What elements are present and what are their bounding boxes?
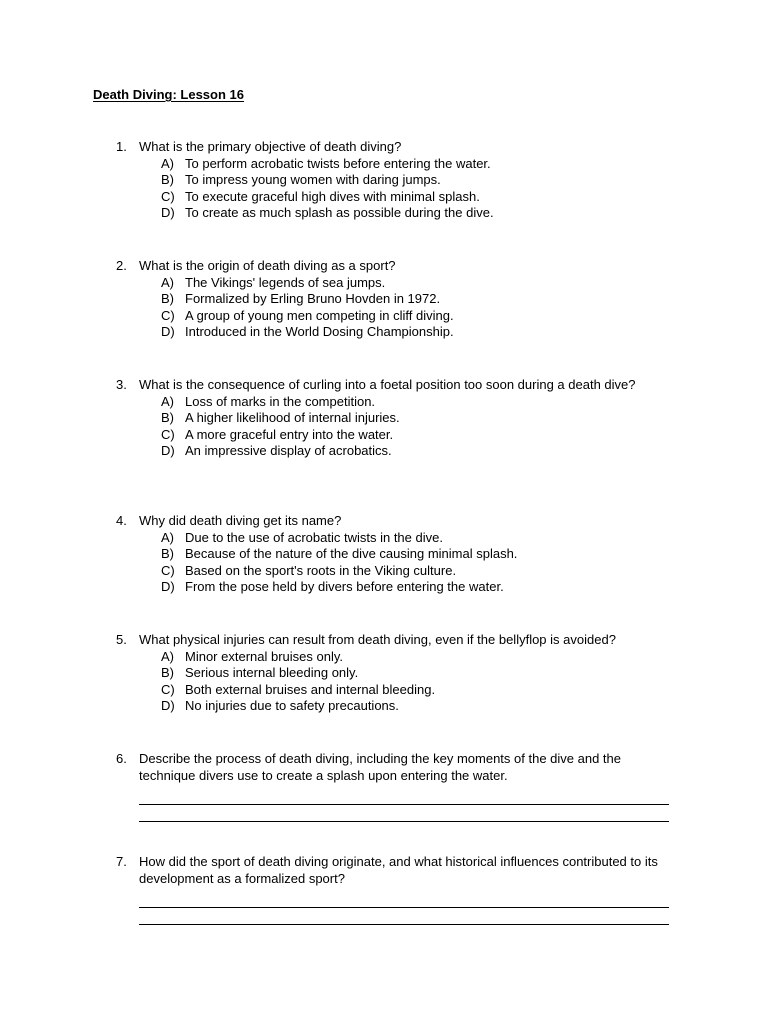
question-text: Why did death diving get its name? [139, 513, 342, 528]
option-letter: A) [161, 393, 174, 409]
question-1 [116, 139, 676, 222]
option-text: Based on the sport's roots in the Viking culture. [185, 562, 457, 578]
option-text: No injuries due to safety precautions. [185, 698, 399, 714]
options-list [116, 649, 676, 715]
option-b [161, 665, 676, 682]
option-a [161, 156, 676, 173]
option-letter: B) [161, 410, 174, 426]
option-b [161, 546, 676, 563]
option-letter: D) [161, 443, 175, 459]
question-number: 3. [116, 377, 127, 392]
question-number: 5. [116, 632, 127, 647]
question-text: What is the origin of death diving as a sport? [139, 258, 396, 273]
option-text: A more graceful entry into the water. [185, 426, 394, 442]
option-text: A higher likelihood of internal injuries. [185, 410, 400, 426]
option-letter: C) [161, 188, 175, 204]
option-letter: C) [161, 307, 175, 323]
option-b [161, 291, 676, 308]
option-text: To create as much splash as possible during the dive. [185, 205, 494, 221]
option-c [161, 189, 676, 206]
option-letter: C) [161, 681, 175, 697]
option-d [161, 698, 676, 715]
question-5 [116, 632, 676, 715]
option-text: Loss of marks in the competition. [185, 393, 376, 409]
option-letter: C) [161, 426, 175, 442]
question-2 [116, 258, 676, 341]
option-c [161, 308, 676, 325]
question-row [116, 258, 676, 275]
answer-line[interactable] [139, 789, 669, 805]
option-text: To perform acrobatic twists before entering the water. [185, 155, 491, 171]
option-letter: A) [161, 274, 174, 290]
option-c [161, 682, 676, 699]
option-a [161, 649, 676, 666]
option-b [161, 172, 676, 189]
question-number: 1. [116, 139, 127, 154]
question-6 [116, 751, 676, 823]
option-a [161, 275, 676, 292]
question-number: 7. [116, 854, 127, 869]
option-letter: A) [161, 529, 174, 545]
option-d [161, 443, 676, 460]
option-letter: B) [161, 665, 174, 681]
question-text: What is the consequence of curling into a foetal position too soon during a death dive? [139, 377, 636, 392]
option-text: Formalized by Erling Bruno Hovden in 1972. [185, 291, 441, 307]
option-c [161, 563, 676, 580]
question-row [116, 751, 676, 784]
option-text: Due to the use of acrobatic twists in the dive. [185, 529, 443, 545]
question-row [116, 854, 676, 887]
option-letter: D) [161, 579, 175, 595]
option-d [161, 324, 676, 341]
question-number: 6. [116, 751, 127, 766]
option-letter: A) [161, 648, 174, 664]
question-row [116, 377, 676, 394]
answer-line[interactable] [139, 892, 669, 908]
option-letter: D) [161, 205, 175, 221]
question-row [116, 139, 676, 156]
option-text: A group of young men competing in cliff diving. [185, 307, 454, 323]
option-letter: B) [161, 172, 174, 188]
question-text: What is the primary objective of death diving? [139, 139, 402, 154]
page-title: Death Diving: Lesson 16 [93, 87, 244, 102]
question-text: Describe the process of death diving, including the key moments of the dive and the technique divers use to create a splash upon entering the water. [139, 751, 622, 783]
options-list [116, 156, 676, 222]
option-letter: D) [161, 324, 175, 340]
question-number: 4. [116, 513, 127, 528]
option-text: Serious internal bleeding only. [185, 665, 359, 681]
option-text: An impressive display of acrobatics. [185, 443, 392, 459]
question-number: 2. [116, 258, 127, 273]
option-a [161, 394, 676, 411]
option-letter: D) [161, 698, 175, 714]
question-3 [116, 377, 676, 460]
options-list [116, 530, 676, 596]
option-d [161, 579, 676, 596]
option-letter: C) [161, 562, 175, 578]
question-text: How did the sport of death diving originate, and what historical influences contributed to its development as a formalized sport? [139, 854, 658, 886]
option-text: To execute graceful high dives with minimal splash. [185, 188, 480, 204]
option-text: Both external bruises and internal bleeding. [185, 681, 436, 697]
answer-area[interactable] [139, 789, 669, 822]
option-d [161, 205, 676, 222]
option-letter: B) [161, 291, 174, 307]
option-text: The Vikings' legends of sea jumps. [185, 274, 386, 290]
option-letter: B) [161, 546, 174, 562]
option-text: Minor external bruises only. [185, 648, 343, 664]
answer-area[interactable] [139, 892, 669, 925]
question-text: What physical injuries can result from death diving, even if the bellyflop is avoided? [139, 632, 616, 647]
option-letter: A) [161, 155, 174, 171]
question-4 [116, 513, 676, 596]
answer-line[interactable] [139, 909, 669, 925]
options-list [116, 394, 676, 460]
option-text: From the pose held by divers before entering the water. [185, 579, 504, 595]
options-list [116, 275, 676, 341]
option-a [161, 530, 676, 547]
answer-line[interactable] [139, 806, 669, 822]
option-c [161, 427, 676, 444]
question-7 [116, 854, 676, 926]
option-text: To impress young women with daring jumps. [185, 172, 441, 188]
question-row [116, 632, 676, 649]
option-b [161, 410, 676, 427]
option-text: Because of the nature of the dive causing minimal splash. [185, 546, 518, 562]
question-row [116, 513, 676, 530]
option-text: Introduced in the World Dosing Championship. [185, 324, 454, 340]
